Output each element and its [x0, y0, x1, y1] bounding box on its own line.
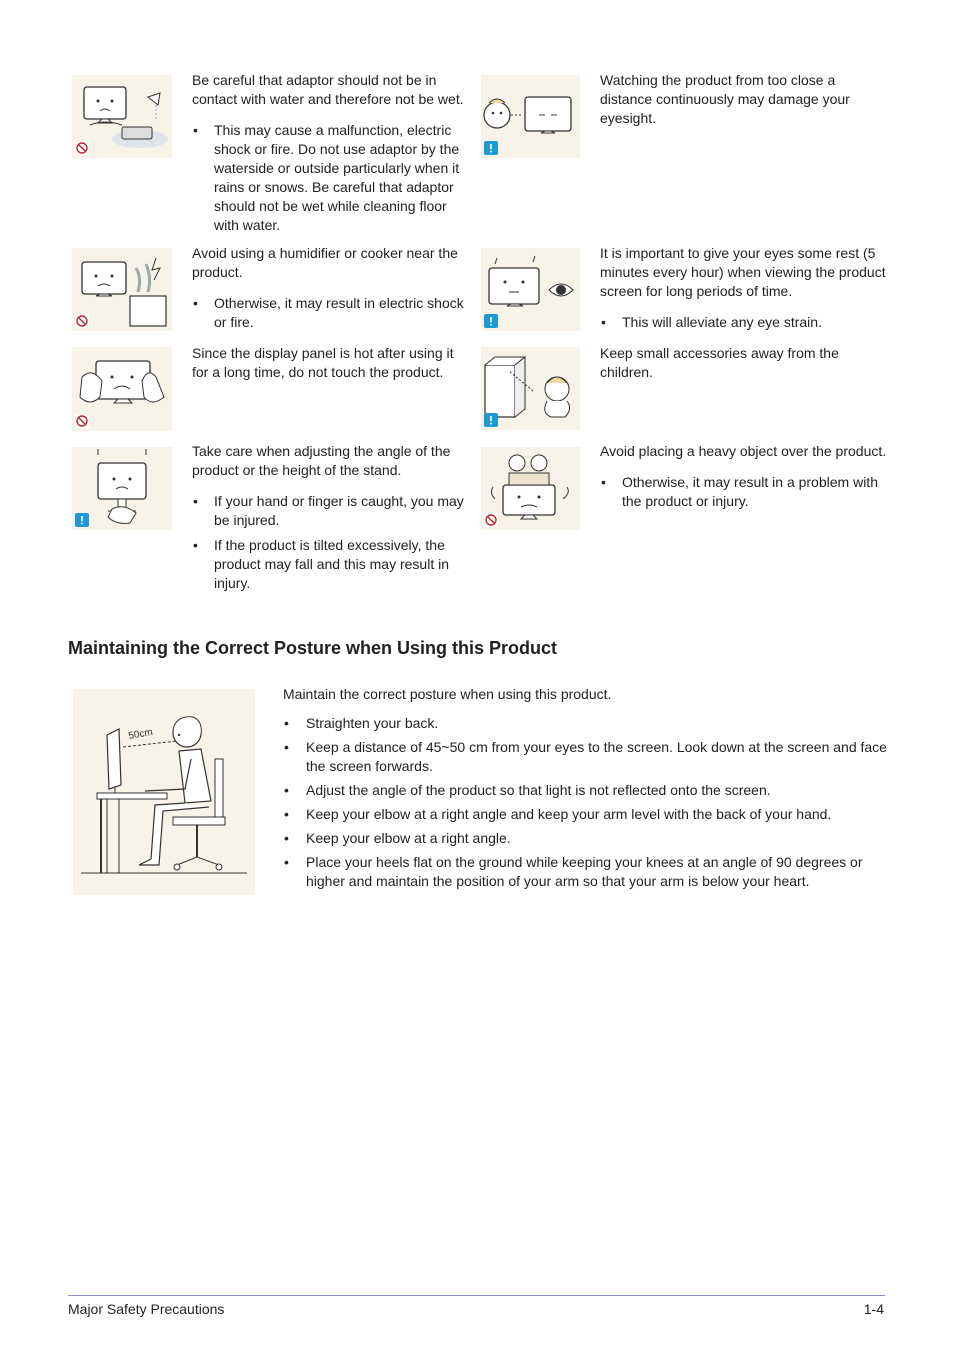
precaution-bullet: • Otherwise, it may result in a problem with the product or injury.: [600, 473, 890, 511]
precaution-humidifier: [192, 244, 472, 338]
precaution-intro: Be careful that adaptor should not be in contact with water and therefore not be wet.: [192, 72, 464, 107]
posture-bullet: • Straighten your back.: [283, 714, 893, 733]
precaution-stand-adjustment: [192, 442, 472, 599]
caution-icon: [484, 314, 498, 328]
prohibited-icon: [75, 141, 89, 155]
precaution-intro: Avoid placing a heavy object over the product.: [600, 443, 887, 459]
illustration-adaptor-water: [72, 75, 172, 158]
precaution-heavy-object: [600, 442, 890, 517]
precaution-small-accessories: [600, 344, 890, 382]
illustration-hot-panel: [72, 347, 172, 431]
precaution-intro: Watching the product from too close a distance continuously may damage your eyesight.: [600, 72, 850, 126]
prohibited-icon: [484, 513, 498, 527]
precaution-viewing-distance: [600, 71, 890, 128]
illustration-heavy-object: [481, 447, 580, 530]
illustration-correct-posture: [73, 689, 255, 895]
caution-icon: [75, 513, 89, 527]
posture-bullet: • Place your heels flat on the ground while keeping your knees at an angle of 90 degrees or higher and maintain the position of your arm so that your arm is below your heart.: [283, 853, 893, 891]
posture-bullet: • Keep your elbow at a right angle.: [283, 829, 893, 848]
illustration-stand-adjustment: [72, 447, 172, 530]
prohibited-icon: [75, 414, 89, 428]
precaution-intro: Keep small accessories away from the children.: [600, 345, 839, 380]
prohibited-icon: [75, 314, 89, 328]
precaution-intro: Since the display panel is hot after using it for a long time, do not touch the product.: [192, 345, 454, 380]
precaution-intro: It is important to give your eyes some rest (5 minutes every hour) when viewing the product screen for long periods of time.: [600, 245, 886, 299]
posture-intro: Maintain the correct posture when using this product.: [283, 686, 612, 702]
precaution-bullet: • If the product is tilted excessively, the product may fall and this may result in injury.: [192, 536, 472, 593]
precaution-intro: Take care when adjusting the angle of the product or the height of the stand.: [192, 443, 451, 478]
illustration-small-accessories: [481, 347, 580, 430]
illustration-eye-rest: [481, 248, 580, 331]
posture-guidelines: [283, 685, 893, 896]
footer-page-number: 1-4: [863, 1301, 884, 1317]
section-heading: Maintaining the Correct Posture when Using this Product: [68, 638, 558, 658]
precaution-hot-panel: [192, 344, 472, 382]
posture-bullet: • Adjust the angle of the product so that light is not reflected onto the screen.: [283, 781, 893, 800]
precaution-adaptor-water: [192, 71, 472, 241]
precaution-bullet: • This may cause a malfunction, electric shock or fire. Do not use adaptor by the waterside or outside particularly when it rains or snows. Be careful that adaptor should not be wet while cleaning floor with water.: [192, 121, 472, 235]
precaution-bullet: • Otherwise, it may result in electric shock or fire.: [192, 294, 472, 332]
caution-icon: [484, 413, 498, 427]
posture-bullet: • Keep your elbow at a right angle and keep your arm level with the back of your hand.: [283, 805, 893, 824]
illustration-viewing-distance: [481, 75, 580, 158]
footer-rule: [68, 1295, 885, 1296]
posture-bullet: • Keep a distance of 45~50 cm from your eyes to the screen. Look down at the screen and face the screen forwards.: [283, 738, 893, 776]
precaution-intro: Avoid using a humidifier or cooker near the product.: [192, 245, 458, 280]
footer-section-title: Major Safety Precautions: [68, 1301, 225, 1317]
distance-label: 50cm: [127, 726, 154, 742]
precaution-bullet: • If your hand or finger is caught, you may be injured.: [192, 492, 472, 530]
precaution-bullet: • This will alleviate any eye strain.: [600, 313, 890, 332]
caution-icon: [484, 141, 498, 155]
illustration-humidifier: [72, 248, 172, 331]
precaution-eye-rest: [600, 244, 890, 338]
